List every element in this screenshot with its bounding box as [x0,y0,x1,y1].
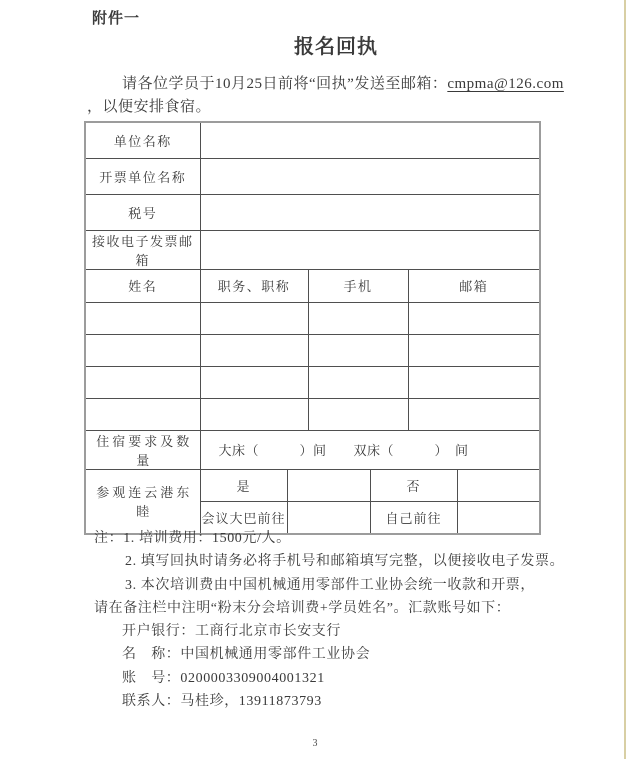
visit-no-input-cell [457,469,540,501]
email-link[interactable]: cmpma@126.com [447,76,564,92]
attendee-email-cell [408,366,540,398]
attendee-header-row [85,269,540,302]
attendee-email-cell [408,334,540,366]
field-label-invoice-email: 接收电子发票邮箱 [85,230,200,269]
attendee-name-cell [85,334,200,366]
visit-yes-label: 是 [200,469,287,501]
table-row [85,122,540,158]
invoice-email-value-cell [200,230,540,269]
visit-yes-input-cell [287,469,370,501]
notes-section [94,527,564,713]
field-label-invoice-unit-name: 开票单位名称 [85,158,200,194]
col-header-name: 姓名 [85,269,200,302]
intro-paragraph-line1 [122,72,564,93]
attachment-label: 附件一 [92,11,141,27]
unit-name-value-cell [200,122,540,158]
visit-no-label: 否 [370,469,457,501]
visit-bus-label: 会议大巴前往 [200,501,287,534]
attendee-mobile-cell [308,334,408,366]
bank-name-line: 开户银行：工商行北京市长安支行 [122,624,341,640]
attendee-row [85,334,540,366]
attendee-email-cell [408,302,540,334]
note-line-payment-org: 3. 本次培训费由中国机械通用零部件工业协会统一收款和开票， [125,577,535,593]
attendee-name-cell [85,366,200,398]
page-number: 3 [312,738,318,749]
table-row [85,194,540,230]
attendee-mobile-cell [308,366,408,398]
page-edge-line [624,0,626,759]
col-header-mobile: 手机 [308,269,408,302]
contact-person-line: 联系人：马桂珍，13911873793 [122,694,322,710]
attendee-email-cell [408,398,540,430]
field-label-unit-name: 单位名称 [85,122,200,158]
intro-paragraph-line2: ，以便安排食宿。 [87,99,212,115]
tax-number-value-cell [200,194,540,230]
note-line-remark: 请在备注栏中注明“粉末分会培训费+学员姓名”。汇款账号如下： [94,600,511,616]
attendee-row [85,366,540,398]
visit-label: 参观连云港东睦 [85,469,200,534]
accommodation-value-cell: 大床（ ）间 双床（ ） 间 [200,430,540,469]
page-title: 报名回执 [294,36,378,58]
intro-text: 请各位学员于10月25日前将“回执”发送至邮箱： [122,76,448,92]
note-line-complete-info: 2. 填写回执时请务必将手机号和邮箱填写完整，以便接收电子发票。 [125,554,565,570]
attendee-name-cell [85,398,200,430]
col-header-position-title: 职务、职称 [200,269,308,302]
attendee-position-cell [200,302,308,334]
accommodation-row [85,430,540,469]
attendee-position-cell [200,334,308,366]
attendee-position-cell [200,398,308,430]
visit-row-yes-no [85,469,540,501]
attendee-row [85,302,540,334]
account-name-line: 名 称：中国机械通用零部件工业协会 [122,647,371,663]
account-number-line: 账 号：0200003309004001321 [122,670,325,686]
field-label-tax-number: 税号 [85,194,200,230]
table-row [85,158,540,194]
attendee-row [85,398,540,430]
attendee-position-cell [200,366,308,398]
visit-self-label: 自己前往 [370,501,457,534]
accommodation-label: 住宿要求及数量 [85,430,200,469]
attendee-mobile-cell [308,398,408,430]
registration-form-table [84,121,541,535]
attendee-name-cell [85,302,200,334]
note-line-fee: 注：1. 培训费用：1500元/人。 [94,531,291,546]
invoice-unit-name-value-cell [200,158,540,194]
table-row [85,230,540,269]
col-header-email: 邮箱 [408,269,540,302]
attendee-mobile-cell [308,302,408,334]
